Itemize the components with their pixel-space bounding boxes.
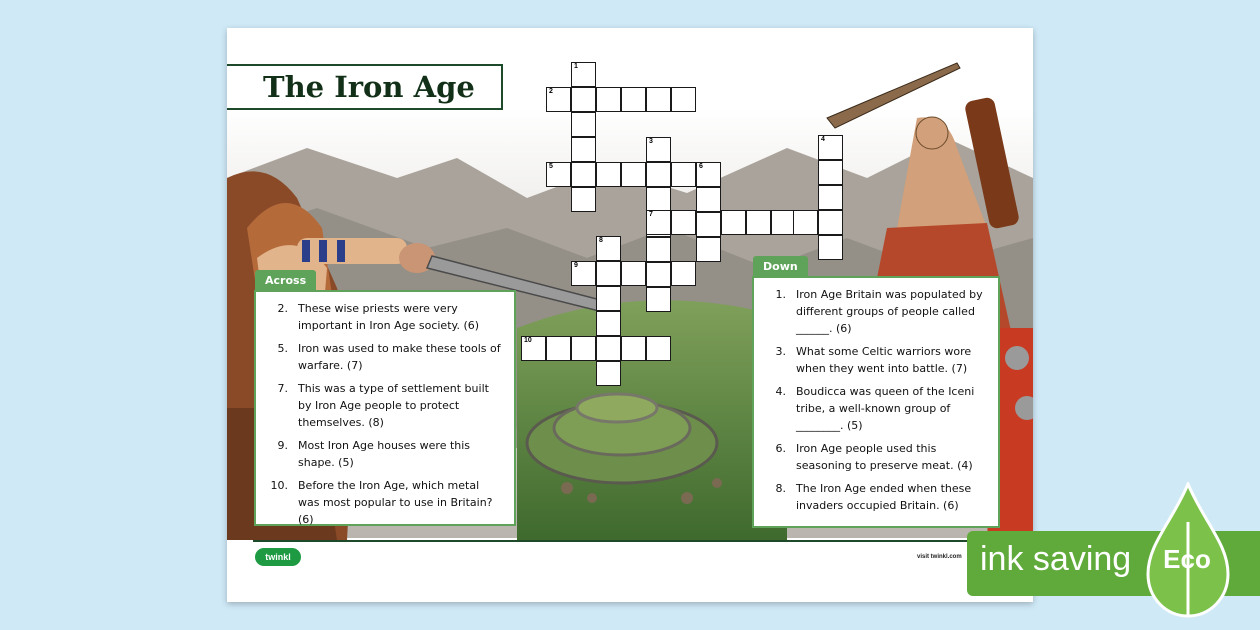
grid-cell[interactable]	[571, 112, 596, 137]
grid-cell[interactable]	[571, 187, 596, 212]
grid-cell[interactable]	[696, 187, 721, 212]
grid-cell[interactable]	[671, 261, 696, 286]
grid-cell[interactable]	[646, 287, 671, 312]
grid-cell[interactable]	[621, 336, 646, 361]
visit-link[interactable]: visit twinkl.com	[917, 554, 962, 560]
grid-cell[interactable]	[646, 87, 671, 112]
clue-number: 6.	[775, 442, 786, 455]
clue-number: 3	[649, 138, 653, 145]
page-title: The Iron Age	[263, 70, 475, 104]
grid-cell[interactable]	[596, 162, 621, 187]
clue-number: 10.	[270, 479, 288, 492]
title-banner	[227, 64, 503, 110]
clue-text: Most Iron Age houses were this shape. (5)	[298, 439, 471, 469]
grid-cell[interactable]	[646, 137, 671, 162]
grid-cell[interactable]	[571, 62, 596, 87]
worksheet	[227, 28, 1033, 602]
clue-text: Iron Age people used this seasoning to preserve meat. (4)	[796, 442, 973, 472]
clue-text: This was a type of settlement built by Iron Age people to protect themselves. (8)	[298, 382, 489, 429]
grid-cell[interactable]	[646, 237, 671, 262]
clue-number: 9.	[277, 439, 288, 452]
clue-number: 5	[549, 163, 553, 170]
grid-cell[interactable]	[818, 235, 843, 260]
clue-item	[266, 300, 504, 334]
clue-number: 6	[699, 163, 703, 170]
grid-cell[interactable]	[571, 137, 596, 162]
clue-text: The Iron Age ended when these invaders occupied Britain. (6)	[796, 482, 972, 512]
grid-cell[interactable]	[646, 262, 671, 287]
clue-text: What some Celtic warriors wore when they went into battle. (7)	[796, 345, 972, 375]
clue-text: Boudicca was queen of the Iceni tribe, a well-known group of ________. (5)	[796, 385, 975, 432]
grid-cell[interactable]	[546, 336, 571, 361]
grid-cell[interactable]	[596, 336, 621, 361]
eco-label: Eco	[1163, 544, 1211, 574]
clue-item	[266, 380, 504, 431]
grid-cell[interactable]	[521, 336, 546, 361]
clue-item	[764, 440, 988, 474]
grid-cell[interactable]	[571, 261, 596, 286]
across-heading: Across	[255, 270, 316, 290]
grid-cell[interactable]	[646, 336, 671, 361]
grid-cell[interactable]	[818, 160, 843, 185]
grid-cell[interactable]	[571, 87, 596, 112]
grid-cell[interactable]	[646, 210, 671, 235]
clue-number: 1	[574, 63, 578, 70]
grid-cell[interactable]	[646, 162, 671, 187]
clue-number: 7	[649, 211, 653, 218]
grid-cell[interactable]	[546, 162, 571, 187]
grid-cell[interactable]	[596, 87, 621, 112]
clue-number: 7.	[277, 382, 288, 395]
clue-number: 5.	[277, 342, 288, 355]
grid-cell[interactable]	[696, 212, 721, 237]
clue-number: 1.	[775, 288, 786, 301]
clue-item	[764, 286, 988, 337]
grid-cell[interactable]	[793, 210, 818, 235]
footer-divider	[253, 540, 1013, 542]
clue-number: 3.	[775, 345, 786, 358]
clue-number: 4	[821, 136, 825, 143]
twinkl-logo[interactable]: twinkl	[255, 548, 301, 566]
clue-item	[764, 383, 988, 434]
clue-number: 8.	[775, 482, 786, 495]
clue-item	[266, 340, 504, 374]
clue-item	[266, 437, 504, 471]
grid-cell[interactable]	[596, 261, 621, 286]
clue-text: These wise priests were very important in Iron Age society. (6)	[298, 302, 480, 332]
clue-number: 4.	[775, 385, 786, 398]
grid-cell[interactable]	[646, 187, 671, 212]
grid-cell[interactable]	[671, 87, 696, 112]
grid-cell[interactable]	[696, 162, 721, 187]
ink-saving-label: ink saving	[980, 540, 1132, 578]
clue-text: Before the Iron Age, which metal was most popular to use in Britain? (6)	[298, 479, 493, 526]
clue-item	[266, 477, 504, 528]
grid-cell[interactable]	[671, 162, 696, 187]
grid-cell[interactable]	[596, 311, 621, 336]
grid-cell[interactable]	[596, 361, 621, 386]
clue-number: 9	[574, 262, 578, 269]
grid-cell[interactable]	[818, 210, 843, 235]
clue-number: 2.	[277, 302, 288, 315]
clue-number: 8	[599, 237, 603, 244]
grid-cell[interactable]	[596, 286, 621, 311]
grid-cell[interactable]	[671, 210, 696, 235]
down-heading: Down	[753, 256, 808, 276]
clue-number: 10	[524, 337, 532, 344]
grid-cell[interactable]	[621, 162, 646, 187]
grid-cell[interactable]	[818, 135, 843, 160]
grid-cell[interactable]	[596, 236, 621, 261]
grid-cell[interactable]	[818, 185, 843, 210]
clue-number: 2	[549, 88, 553, 95]
grid-cell[interactable]	[746, 210, 771, 235]
grid-cell[interactable]	[546, 87, 571, 112]
grid-cell[interactable]	[571, 162, 596, 187]
clue-text: Iron Age Britain was populated by different groups of people called ______. (6)	[796, 288, 983, 335]
grid-cell[interactable]	[696, 237, 721, 262]
clue-text: Iron was used to make these tools of warfare. (7)	[298, 342, 501, 372]
grid-cell[interactable]	[621, 261, 646, 286]
grid-cell[interactable]	[621, 87, 646, 112]
clue-item	[764, 343, 988, 377]
across-clues	[254, 290, 516, 526]
clue-item	[764, 480, 988, 514]
down-clues	[752, 276, 1000, 528]
grid-cell[interactable]	[721, 210, 746, 235]
grid-cell[interactable]	[571, 336, 596, 361]
